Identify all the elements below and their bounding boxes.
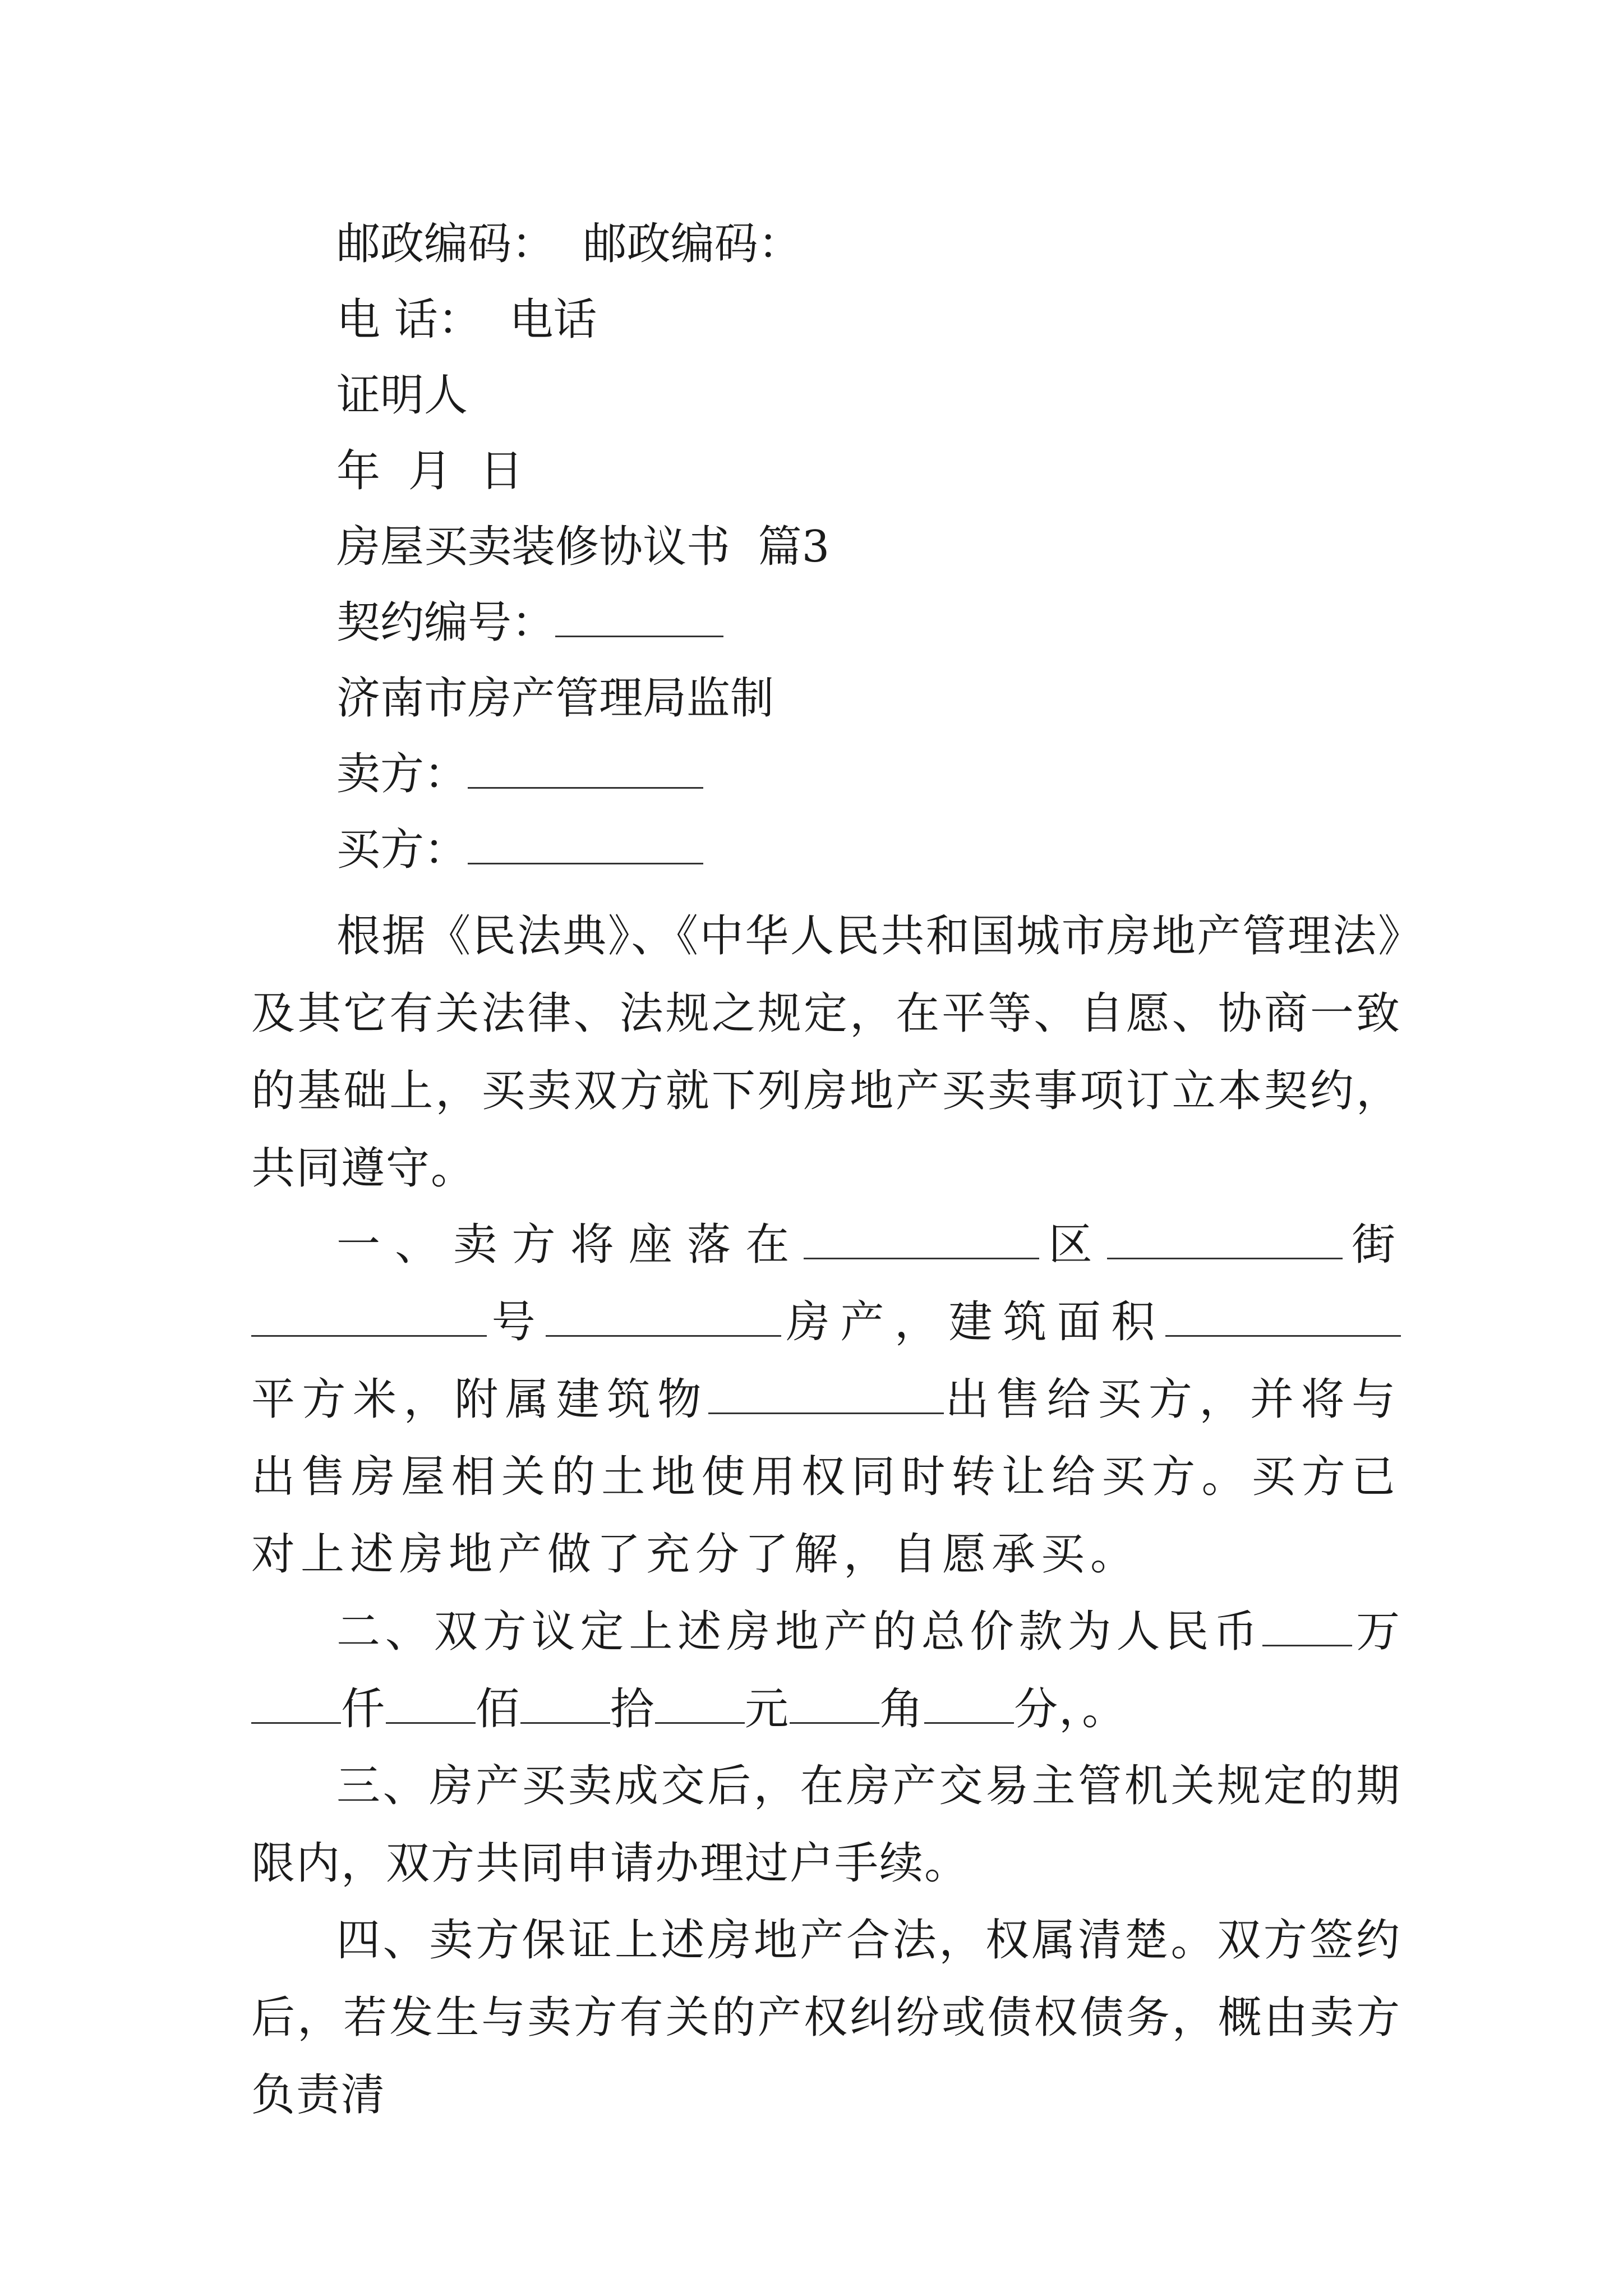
clause-3: 三、房产买卖成交后，在房产交易主管机关规定的期限内，双方共同申请办理过户手续。: [251, 1761, 1401, 1889]
clause-2: [251, 1593, 1401, 1748]
contract-number-line: [336, 595, 723, 651]
buyer-blank: [468, 823, 703, 864]
witness-line: 证明人: [336, 370, 468, 421]
jiao-blank: [790, 1683, 879, 1724]
buyer-line: [336, 822, 703, 878]
annex-blank: [708, 1373, 944, 1414]
unit-wan: 万: [1352, 1607, 1401, 1657]
phone-line: 电 话： 电话: [336, 295, 597, 345]
clause-1-number-label: 号: [487, 1297, 546, 1347]
clause-2-text: 二、双方议定上述房地产的总价款为人民币: [336, 1607, 1263, 1657]
clause-1: [251, 1206, 1401, 1593]
unit-yuan: 元: [745, 1684, 790, 1734]
seller-label: 卖方：: [336, 749, 468, 799]
qian-blank: [251, 1683, 341, 1724]
seller-line: [336, 746, 703, 802]
unit-fen: 分，。: [1014, 1684, 1127, 1734]
street-blank: [1107, 1218, 1343, 1259]
property-blank: [546, 1296, 781, 1337]
district-blank: [804, 1218, 1039, 1259]
clause-4: 四、卖方保证上述房地产合法，权属清楚。双方签约后，若发生与卖方有关的产权纠纷或债权债务，概由卖方负责清: [251, 1915, 1401, 2120]
fen-blank: [924, 1683, 1014, 1724]
supervisor-line: 济南市房产管理局监制: [336, 673, 774, 724]
clause-1-area-label: 房产，建筑面积: [781, 1297, 1165, 1347]
unit-bai: 佰: [476, 1684, 521, 1734]
wan-blank: [1262, 1605, 1352, 1646]
buyer-label: 买方：: [336, 825, 468, 875]
contract-number-label: 契约编号：: [336, 597, 556, 648]
yuan-blank: [655, 1683, 745, 1724]
unit-jiao: 角: [879, 1684, 925, 1734]
section-title: 房屋买卖装修协议书 篇3: [336, 522, 830, 572]
date-line: 年 月 日: [336, 446, 524, 496]
clause-1-street-label: 街: [1342, 1220, 1401, 1270]
number-blank: [251, 1296, 487, 1337]
clause-1-text: 一、卖方将座落在: [336, 1220, 804, 1270]
bai-blank: [386, 1683, 476, 1724]
intro-paragraph: 根据《民法典》、《中华人民共和国城市房地产管理法》及其它有关法律、法规之规定，在平等、自愿、协商一致的基础上，买卖双方就下列房地产买卖事项订立本契约，共同遵守。: [251, 911, 1401, 1194]
shi-blank: [520, 1683, 610, 1724]
postal-code-line: 邮政编码： 邮政编码：: [336, 219, 802, 269]
area-blank: [1165, 1296, 1401, 1337]
unit-shi: 拾: [610, 1684, 656, 1734]
contract-number-blank: [555, 596, 723, 637]
seller-blank: [468, 748, 703, 789]
unit-qian: 仟: [341, 1684, 386, 1734]
clause-1-district-label: 区: [1039, 1220, 1107, 1270]
clause-1-annex-label: 平方米，附属建筑物: [251, 1374, 708, 1425]
clause-1-rest: 出售给买方，并将与出售房屋相关的土地使用权同时转让给买方。买方已对上述房地产做了充分了解，自愿承买。: [251, 1374, 1401, 1580]
